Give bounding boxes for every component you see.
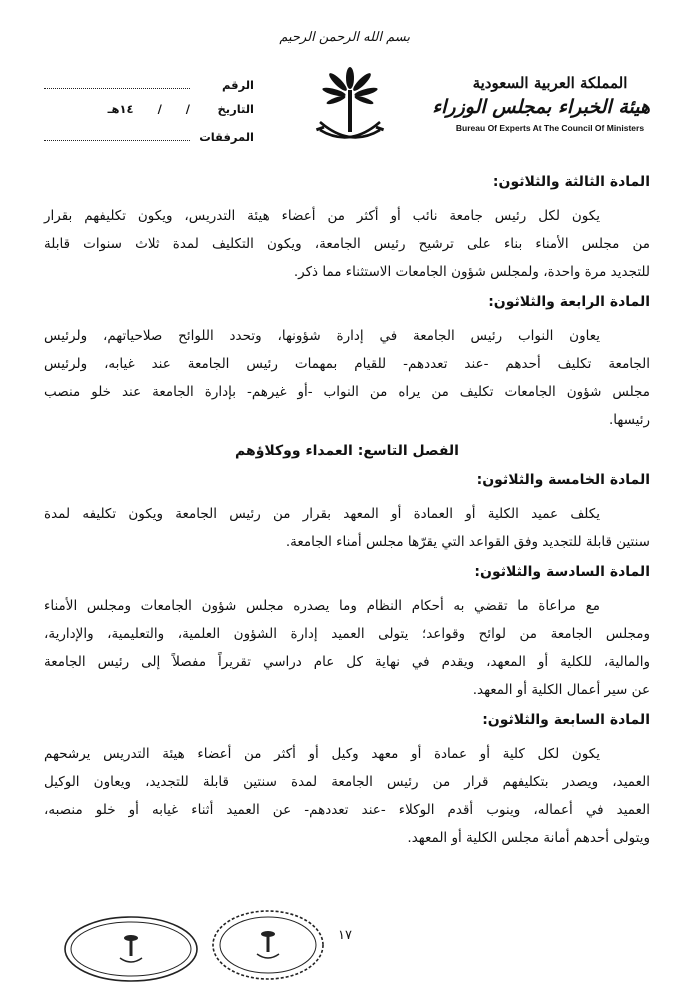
text-line: العميد، ويصدر بتكليفهم قرار من رئيس الجامعة لمدة سنتين قابلة للتجديد، ويعاون الوكيل: [44, 774, 650, 790]
article-37-text: [44, 740, 650, 852]
article-33-title: المادة الثالثة والثلاثون:: [492, 174, 650, 190]
article-35-text: [44, 500, 650, 556]
text-line: ومجلس الجامعة من لوائح وقواعد؛ يتولى العميد إدارة الشؤون العلمية، والتعليمية، والإدارية،: [44, 626, 650, 642]
text-line: ويتولى أحدهم أمانة مجلس الكلية أو المعهد.: [407, 830, 650, 846]
article-34-title: المادة الرابعة والثلاثون:: [488, 294, 650, 310]
text-line: عن سير أعمال الكلية أو المعهد.: [472, 682, 650, 698]
org-name-english: Bureau Of Experts At The Council Of Ministers: [455, 123, 645, 133]
text-line: والمالية، للكلية أو المعهد، ويقدم في نهاية كل عام دراسي تقريراً مفصلاً إلى رئيس الجامعة: [44, 654, 650, 670]
ref-attachments-label: المرفقات: [199, 130, 254, 144]
org-bureau-arabic: هيئة الخبراء بمجلس الوزراء: [432, 96, 650, 118]
article-33-text: [44, 202, 650, 286]
organization-letterhead: [432, 74, 650, 133]
article-37-title: المادة السابعة والثلاثون:: [482, 712, 650, 728]
article-35-title: المادة الخامسة والثلاثون:: [476, 472, 650, 488]
text-line: يعاون النواب رئيس الجامعة في إدارة شؤونها، وتحدد اللوائح صلاحياتهم، ولرئيس: [44, 328, 600, 344]
text-line: من مجلس الأمناء بناء على ترشيح رئيس الجامعة، ويكون التكليف لمدة ثلاث سنوات قابلة: [44, 236, 650, 252]
ref-attachments-line: [44, 128, 190, 141]
basmala: بسم الله الرحمن الرحيم: [279, 30, 410, 45]
text-line: مجلس شؤون الجامعات تكليف من يراه من النواب -أو غيرهم- بإدارة الجامعة عند خلو منصب: [44, 384, 650, 400]
article-36-title: المادة السادسة والثلاثون:: [474, 564, 650, 580]
org-name-arabic: المملكة العربية السعودية: [472, 74, 628, 92]
text-line: للتجديد مرة واحدة، ولمجلس شؤون الجامعات الاستثناء مما ذكر.: [293, 264, 650, 280]
text-line: مع مراعاة ما تقضي به أحكام النظام وما يصدره مجلس شؤون الجامعات ومجلس الأمناء: [44, 598, 600, 614]
text-line: يكلف عميد الكلية أو العمادة أو المعهد بقرار من رئيس الجامعة ويكون تكليفه لمدة: [44, 506, 600, 522]
text-line: سنتين قابلة للتجديد وفق القواعد التي يقرّها مجلس أمناء الجامعة.: [285, 534, 650, 550]
chapter-9-title: الفصل التاسع: العمداء ووكلاؤهم: [235, 443, 459, 459]
text-line: يكون لكل رئيس جامعة نائب أو أكثر من أعضاء هيئة التدريس، ويكون تكليفهم بقرار: [44, 208, 600, 224]
text-line: يكون لكل كلية أو عمادة أو معهد وكيل أو أكثر من أعضاء هيئة التدريس يرشحهم: [44, 746, 600, 762]
ref-number-label: الرقم: [222, 78, 254, 92]
reference-fields: [44, 76, 254, 154]
article-36-text: [44, 592, 650, 704]
text-line: الجامعة تكليف أحدهم -عند تعددهم- للقيام بمهمات رئيس الجامعة عند غيابه، ولرئيس: [44, 356, 650, 372]
article-34-text: [44, 322, 650, 434]
text-line: العميد في أعماله، وينوب أقدم الوكلاء -عند تعددهم- عن العميد أثناء غيابه أو خلو منصبه،: [44, 802, 650, 818]
ref-date-label: التاريخ: [217, 102, 254, 116]
text-line: رئيسها.: [608, 412, 650, 428]
ref-attachments-row: [44, 128, 254, 154]
page-number: ١٧: [338, 928, 352, 943]
saudi-palm-swords-icon: [314, 64, 386, 150]
ref-number-row: [44, 76, 254, 102]
document-body: [44, 172, 650, 858]
ref-date-value: / / ١٤هـ: [107, 102, 190, 116]
official-stamp-left: [62, 914, 200, 984]
ref-number-line: [44, 76, 190, 89]
official-stamp-right: [210, 908, 326, 982]
ref-date-row: [44, 102, 254, 128]
